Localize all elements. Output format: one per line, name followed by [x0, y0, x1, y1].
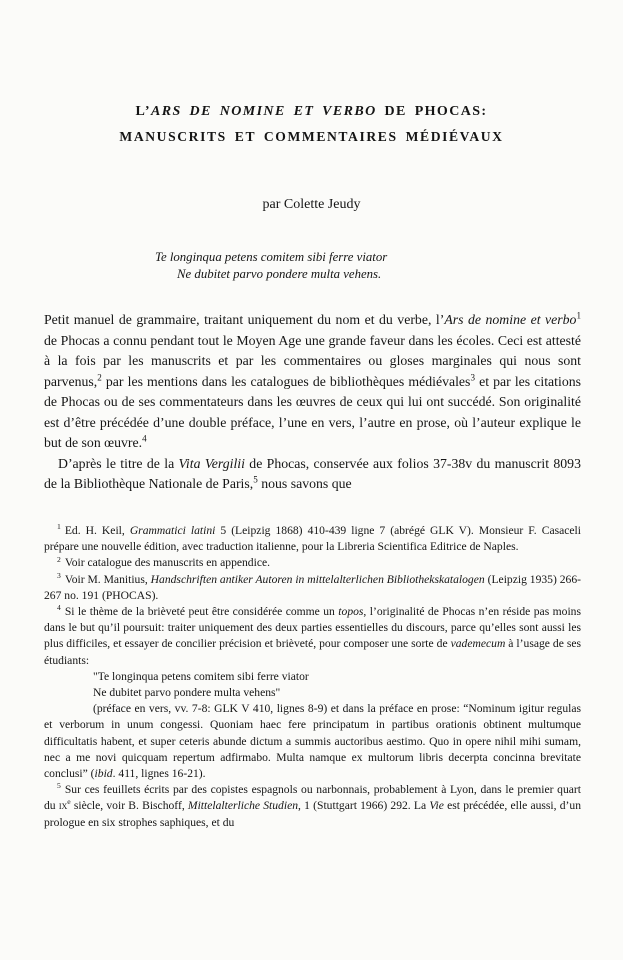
article-title: [0, 104, 623, 145]
footnote-4-verse: [44, 669, 581, 701]
epigraph: [155, 249, 387, 282]
footnote-3-marker: 3: [57, 570, 61, 580]
epigraph-line2: Ne dubitet parvo pondere multa vehens.: [177, 266, 382, 281]
footnote-4-verse-line2: Ne dubitet parvo pondere multa vehens": [93, 686, 281, 700]
epigraph-line1: Te longinqua petens comitem sibi ferre viator: [155, 250, 388, 264]
footnote-5-text: Sur ces feuillets écrits par des copistes espagnols ou narbonnais, probablement à Lyon, dans le premier quart du $ix^e$ siècle, voir B. Bischoff, Mittelalterliche Studien, 1 (Stuttgart 1966) 292. La Vie est précédée, elle aussi, d’un prologue en six strophes saphiques, et du: [44, 783, 581, 829]
footnote-2-marker: 2: [57, 554, 61, 564]
footnote-2-text: Voir catalogue des manuscrits en appendice.: [64, 556, 271, 570]
footnote-4-opening: [44, 604, 581, 669]
footnote-4-text: Si le thème de la brièveté peut être considérée comme un topos, l’originalité de Phocas n’en réside pas moins dans le but qu’il poursuit: traiter uniquement des deux parties essentielles du discours, parce qu’elles sont aussi les plus difficiles, et essayer de concilier précision et brièveté, pour composer une sorte de vademecum à l’usage de ses étudiants:: [44, 605, 581, 667]
footnote-4: [44, 604, 581, 782]
footnote-1-marker: 1: [57, 522, 61, 532]
footnote-4-continuation: (préface en vers, vv. 7-8: GLK V 410, lignes 8-9) et dans la préface en prose: “Nominum igitur regulas et verborum in unum congessi. Quoniam haec fere principatum in partibus orationis obtinent multumque difficultatis habent, et super ceteris abunde dictum a summis auctoribus aestimo. Quo in opere nihil mihi sumam, nec a me novi quicquam repertum adfirmabo. Multa namque ex multorum libris decerpta concinna brevitate conclusi” (ibid. 411, lignes 16-21).: [44, 702, 581, 781]
byline: par Colette Jeudy: [262, 197, 361, 212]
footnote-1: [44, 523, 581, 555]
footnote-3: [44, 572, 581, 604]
article-title-line1: L’ARS DE NOMINE ET VERBO DE PHOCAS:: [135, 104, 488, 119]
footnotes: [44, 523, 581, 831]
footnote-3-text: Voir M. Manitius, Handschriften antiker Autoren in mittelalterlichen Bibliothekskatalogen (Leipzig 1935) 266-267 no. 191 (PHOCAS).: [44, 572, 582, 602]
footnote-4-marker: 4: [57, 603, 61, 613]
article-title-line2: MANUSCRITS ET COMMENTAIRES MÉDIÉVAUX: [119, 129, 504, 144]
footnote-5-marker: 5: [57, 781, 61, 791]
paragraph-2: D’après le titre de la Vita Vergilii de Phocas, conservée aux folios 37-38v du manuscrit 8093 de la Bibliothèque Nationale de Paris,$^5$ nous savons que: [44, 455, 581, 491]
footnote-5: [44, 782, 581, 831]
footnote-4-verse-line1: "Te longinqua petens comitem sibi ferre viator: [93, 669, 309, 683]
body-text: [44, 310, 581, 495]
footnote-2: [44, 555, 581, 571]
footnote-1-text: Ed. H. Keil, Grammatici latini 5 (Leipzig 1868) 410-439 ligne 7 (abrégé GLK V). Monsieur F. Casaceli prépare une nouvelle édition, avec traduction italienne, pour la Libreria Scientifica Editrice de Naples.: [44, 524, 581, 554]
paragraph-1: Petit manuel de grammaire, traitant uniquement du nom et du verbe, l’Ars de nomine et verbo$^1$ de Phocas a connu pendant tout le Moyen Age une grande faveur dans les écoles. Ceci est attesté à la fois par les manuscrits et par les commentaires ou gloses marginales qui nous sont parvenus,$^2$ par les mentions dans les catalogues de bibliothèques médiévales$^3$ et par les citations de Phocas ou de ses commentateurs dans les œuvres de ceux qui lui ont succédé. Son originalité est d’être précédée d’une double préface, l’une en vers, l’autre en prose, où l’auteur explique le but de son œuvre.$^4$: [44, 310, 581, 450]
